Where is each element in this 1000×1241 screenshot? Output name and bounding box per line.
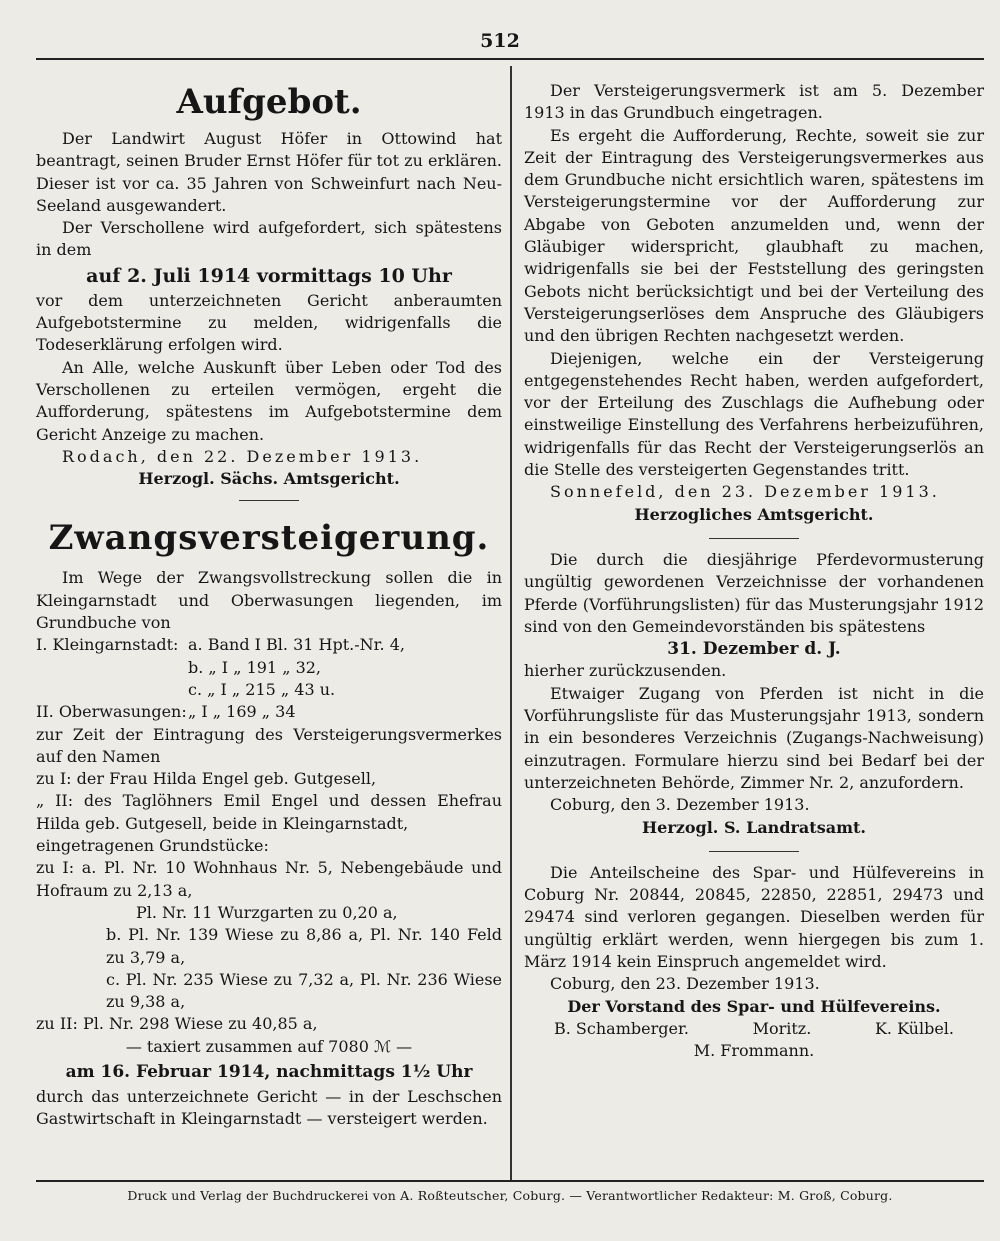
- page-number: 512: [480, 30, 520, 52]
- cont-paragraph-2: Es ergeht die Aufforderung, Rechte, soweit sie zur Zeit der Eintragung des Versteigerungsvermerkes aus dem Grundbuche nicht ersichtlich waren, spätestens im Versteigerungstermine vor der Aufforderung zur Abgabe von Geboten anzumelden und, wenn der Gläubiger widerspricht, glaubhaft zu machen, widrigenfalls sie bei der Feststellung des geringsten Gebots nicht berücksichtigt und bei der Verteilung des Versteigerungserlöses dem Anspruche des Gläubigers und den übrigen Rechten nachgesetzt werden.: [524, 125, 984, 346]
- aufgebot-paragraph-3: vor dem unterzeichneten Gericht anberaumten Aufgebotstermine zu melden, widrigenfalls die Todeserklärung erfolgen wird.: [36, 290, 502, 355]
- pferde-paragraph-1: Die durch die diesjährige Pferdevormusterung ungültig gewordenen Verzeichnisse der vorhandenen Pferde (Vorführungslisten) für das Musterungsjahr 1912 sind von den Gemeindevorständen bis spätestens: [524, 549, 984, 636]
- bottom-rule: [36, 1180, 984, 1182]
- cont-paragraph-3: Diejenigen, welche ein der Versteigerung entgegenstehendes Recht haben, werden aufgefordert, vor der Erteilung des Zuschlags die Aufhebung oder einstweilige Einstellung des Verfahrens herbeizuführen, widrigenfalls für das Recht der Versteigerungserlös an die Stelle des versteigerten Gegenstandes tritt.: [524, 348, 984, 480]
- zwang-mid-2: eingetragenen Grundstücke:: [36, 836, 269, 856]
- parcel-item: zu I: a. Pl. Nr. 10 Wohnhaus Nr. 5, Nebengebäude und Hofraum zu 2,13 a,: [36, 858, 502, 900]
- signer: Moritz.: [752, 1018, 812, 1038]
- zwang-date: am 16. Februar 1914, nachmittags 1½ Uhr: [65, 1061, 473, 1082]
- grundbuch-row: I. Kleingarnstadt: a. Band I Bl. 31 Hpt.-Nr. 4,: [36, 635, 405, 655]
- cont-paragraph-1: Der Versteigerungsvermerk ist am 5. Dezember 1913 in das Grundbuch eingetragen.: [524, 81, 984, 123]
- top-rule: [36, 58, 984, 60]
- zwang-taxed: — taxiert zusammen auf 7080 ℳ —: [125, 1036, 413, 1056]
- right-column: [524, 80, 984, 1062]
- aufgebot-paragraph-1: Der Landwirt August Höfer in Ottowind hat beantragt, seinen Bruder Ernst Höfer für tot zu erklären. Dieser ist vor ca. 35 Jahren von Schweinfurt nach Neu-Seeland ausgewandert.: [36, 129, 502, 215]
- anteil-authority: Der Vorstand des Spar- und Hülfevereins.: [567, 996, 941, 1016]
- left-column: [36, 80, 502, 1131]
- zwang-mid-1: zur Zeit der Eintragung des Versteigerungsvermerkes auf den Namen: [36, 724, 502, 766]
- cont-place-date: Sonnefeld, den 23. Dezember 1913.: [550, 482, 940, 502]
- parcel-item: b. Pl. Nr. 139 Wiese zu 8,86 a, Pl. Nr. 140 Feld zu 3,79 a,: [106, 925, 502, 967]
- aufgebot-title: Aufgebot.: [176, 82, 362, 122]
- signer: B. Schamberger.: [554, 1018, 689, 1038]
- pferde-place-date: Coburg, den 3. Dezember 1913.: [550, 795, 810, 815]
- aufgebot-authority: Herzogl. Sächs. Amtsgericht.: [138, 469, 400, 489]
- grundbuch-row: b. „ I „ 191 „ 32,: [188, 657, 322, 677]
- column-divider: [510, 66, 512, 1180]
- parcel-item: Pl. Nr. 11 Wurzgarten zu 0,20 a,: [136, 902, 398, 922]
- signers-row: [524, 1018, 984, 1040]
- anteil-place-date: Coburg, den 23. Dezember 1913.: [550, 974, 820, 994]
- pferde-authority: Herzogl. S. Landratsamt.: [642, 817, 866, 837]
- aufgebot-date: auf 2. Juli 1914 vormittags 10 Uhr: [86, 264, 452, 287]
- aufgebot-place-date: Rodach, den 22. Dezember 1913.: [62, 446, 423, 466]
- section-divider: [709, 851, 799, 852]
- zwang-closing: durch das unterzeichnete Gericht — in der Leschschen Gastwirtschaft in Kleingarnstadt — versteigert werden.: [36, 1086, 502, 1129]
- parcel-item: c. Pl. Nr. 235 Wiese zu 7,32 a, Pl. Nr. 236 Wiese zu 9,38 a,: [106, 969, 502, 1012]
- section-divider: [239, 500, 299, 501]
- anteil-paragraph-1: Die Anteilscheine des Spar- und Hülfevereins in Coburg Nr. 20844, 20845, 22850, 22851, 29473 und 29474 sind verloren gegangen. Dieselben werden für ungültig erklärt werden, wenn hiergegen bis zum 1. März 1914 kein Einspruch angemeldet wird.: [524, 862, 984, 971]
- imprint-footer: Druck und Verlag der Buchdruckerei von A. Roßteutscher, Coburg. — Verantwortlicher Redakteur: M. Groß, Coburg.: [127, 1188, 893, 1203]
- grundbuch-row: c. „ I „ 215 „ 43 u.: [188, 679, 336, 699]
- aufgebot-paragraph-2: Der Verschollene wird aufgefordert, sich spätestens in dem: [36, 218, 502, 260]
- zwang-owner-1: zu I: der Frau Hilda Engel geb. Gutgesell,: [36, 769, 377, 789]
- pferde-date: 31. Dezember d. J.: [667, 639, 841, 660]
- parcel-item: zu II: Pl. Nr. 298 Wiese zu 40,85 a,: [36, 1014, 318, 1034]
- zwang-intro: Im Wege der Zwangsvollstreckung sollen die in Kleingarnstadt und Oberwasungen liegenden, im Grundbuche von: [36, 568, 502, 633]
- signer: K. Külbel.: [874, 1018, 954, 1038]
- aufgebot-paragraph-4: An Alle, welche Auskunft über Leben oder Tod des Verschollenen zu erteilen vermögen, ergeht die Aufforderung, spätestens im Aufgebotstermine dem Gericht Anzeige zu machen.: [36, 357, 502, 444]
- section-divider: [709, 538, 799, 539]
- cont-authority: Herzogliches Amtsgericht.: [634, 504, 874, 524]
- signer: M. Frommann.: [693, 1041, 815, 1061]
- zwang-title: Zwangsversteigerung.: [48, 518, 490, 559]
- zwang-owner-2: „ II: des Taglöhners Emil Engel und dessen Ehefrau Hilda geb. Gutgesell, beide in Kleingarnstadt,: [36, 791, 502, 833]
- grundbuch-row: II. Oberwasungen: „ I „ 169 „ 34: [36, 702, 296, 722]
- pferde-paragraph-3: Etwaiger Zugang von Pferden ist nicht in die Vorführungsliste für das Musterungsjahr 1913, sondern in ein besonderes Verzeichnis (Zugangs-Nachweisung) einzutragen. Formulare hierzu sind bei Bedarf bei der unterzeichneten Behörde, Zimmer Nr. 2, anzufordern.: [524, 683, 984, 792]
- pferde-paragraph-2: hierher zurückzusenden.: [524, 661, 727, 681]
